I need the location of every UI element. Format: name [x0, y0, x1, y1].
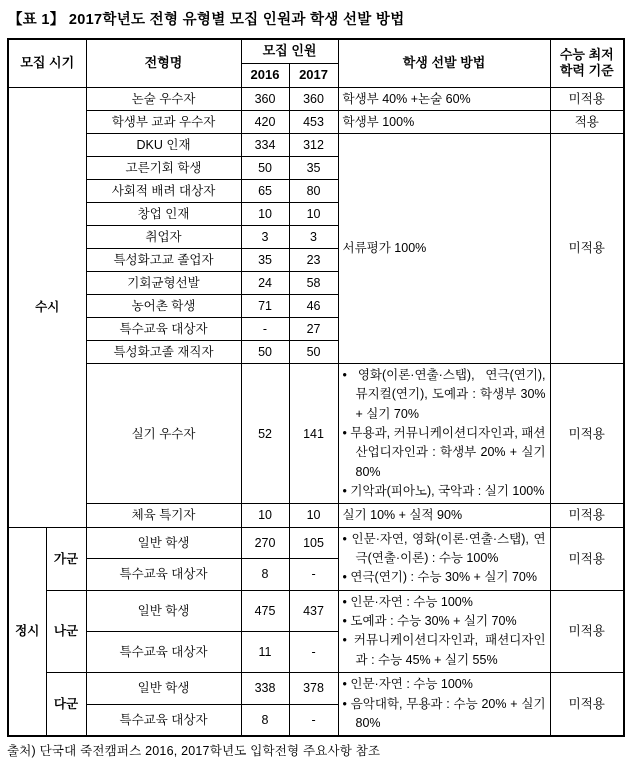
quota-2017-cell: 105 [289, 527, 338, 559]
admission-name-cell: 특성화고졸 재직자 [86, 340, 241, 363]
header-selection-method: 학생 선발 방법 [338, 39, 550, 87]
quota-2017-cell: 360 [289, 87, 338, 110]
quota-2016-cell: 334 [241, 133, 289, 156]
quota-2016-cell: 270 [241, 527, 289, 559]
admissions-table [7, 38, 625, 737]
method-bullet: • 인문·자연 : 수능 100% [343, 675, 546, 694]
selection-method-cell: 실기 10% + 실적 90% [338, 504, 550, 527]
method-bullet: • 연극(연기) : 수능 30% + 실기 70% [343, 568, 546, 587]
selection-method-cell [338, 590, 550, 673]
admission-name-cell: 실기 우수자 [86, 363, 241, 504]
quota-2017-cell: - [289, 631, 338, 672]
quota-2017-cell: 10 [289, 202, 338, 225]
selection-method-cell: 학생부 40% +논술 60% [338, 87, 550, 110]
selection-method-cell: 서류평가 100% [338, 133, 550, 363]
quota-2016-cell: 10 [241, 504, 289, 527]
admission-name-cell: 고른기회 학생 [86, 156, 241, 179]
admission-name-cell: 일반 학생 [86, 673, 241, 704]
table-row [8, 133, 624, 156]
table-title: 【표 1】 2017학년도 전형 유형별 모집 인원과 학생 선발 방법 [8, 12, 405, 28]
admission-name-cell: 논술 우수자 [86, 87, 241, 110]
table-row [8, 590, 624, 631]
quota-2017-cell: 453 [289, 110, 338, 133]
period-cell-susi: 수시 [8, 87, 86, 527]
method-bullet: • 커뮤니케이션디자인과, 패션디자인과 : 수능 45% + 실기 55% [343, 631, 546, 670]
method-bullet: • 무용과, 커뮤니케이션디자인과, 패션산업디자인과 : 학생부 20% + 실기 80% [343, 424, 546, 482]
group-cell-da: 다군 [46, 673, 86, 737]
quota-2017-cell: 46 [289, 294, 338, 317]
csat-cell: 미적용 [550, 363, 624, 504]
table-row [8, 673, 624, 704]
quota-2017-cell: 3 [289, 225, 338, 248]
header-year-2017: 2017 [289, 63, 338, 87]
table-row [8, 110, 624, 133]
quota-2016-cell: - [241, 317, 289, 340]
period-cell-jeongsi: 정시 [8, 527, 46, 736]
quota-2016-cell: 3 [241, 225, 289, 248]
admission-name-cell: 일반 학생 [86, 590, 241, 631]
quota-2016-cell: 360 [241, 87, 289, 110]
table-row [8, 527, 624, 559]
selection-method-cell [338, 527, 550, 590]
admission-name-cell: 농어촌 학생 [86, 294, 241, 317]
quota-2017-cell: 378 [289, 673, 338, 704]
quota-2017-cell: 27 [289, 317, 338, 340]
selection-method-cell: 학생부 100% [338, 110, 550, 133]
header-row [8, 39, 624, 63]
quota-2016-cell: 71 [241, 294, 289, 317]
admission-name-cell: 창업 인재 [86, 202, 241, 225]
admission-name-cell: 일반 학생 [86, 527, 241, 559]
quota-2016-cell: 65 [241, 179, 289, 202]
csat-cell: 미적용 [550, 673, 624, 737]
header-quota: 모집 인원 [241, 39, 338, 63]
csat-cell: 미적용 [550, 590, 624, 673]
table-row [8, 87, 624, 110]
quota-2016-cell: 52 [241, 363, 289, 504]
quota-2016-cell: 8 [241, 704, 289, 736]
admission-name-cell: 특수교육 대상자 [86, 631, 241, 672]
quota-2016-cell: 475 [241, 590, 289, 631]
group-cell-na: 나군 [46, 590, 86, 673]
header-admission-type: 전형명 [86, 39, 241, 87]
header-csat-minimum: 수능 최저 학력 기준 [550, 39, 624, 87]
selection-method-cell [338, 363, 550, 504]
admission-name-cell: DKU 인재 [86, 133, 241, 156]
quota-2017-cell: 23 [289, 248, 338, 271]
admission-name-cell: 특성화고교 졸업자 [86, 248, 241, 271]
quota-2017-cell: - [289, 704, 338, 736]
quota-2017-cell: 80 [289, 179, 338, 202]
admission-name-cell: 취업자 [86, 225, 241, 248]
admission-name-cell: 체육 특기자 [86, 504, 241, 527]
quota-2017-cell: 58 [289, 271, 338, 294]
method-bullet: • 기악과(피아노), 국악과 : 실기 100% [343, 482, 546, 501]
quota-2017-cell: 10 [289, 504, 338, 527]
admission-name-cell: 사회적 배려 대상자 [86, 179, 241, 202]
admission-name-cell: 특수교육 대상자 [86, 559, 241, 591]
method-bullet: • 인문·자연, 영화(이론·연출·스탭), 연극(연출·이론) : 수능 100% [343, 530, 546, 569]
admission-name-cell: 학생부 교과 우수자 [86, 110, 241, 133]
quota-2017-cell: 50 [289, 340, 338, 363]
method-bullet: • 영화(이론·연출·스탭), 연극(연기), 뮤지컬(연기), 도예과 : 학생부 30% + 실기 70% [343, 366, 546, 424]
quota-2016-cell: 8 [241, 559, 289, 591]
admission-name-cell: 기회균형선발 [86, 271, 241, 294]
quota-2017-cell: 35 [289, 156, 338, 179]
source-note: 출처) 단국대 죽전캠퍼스 2016, 2017학년도 입학전형 주요사항 참조 [7, 744, 381, 759]
csat-cell: 미적용 [550, 504, 624, 527]
table-row [8, 363, 624, 504]
header-period: 모집 시기 [8, 39, 86, 87]
csat-cell: 미적용 [550, 87, 624, 110]
quota-2016-cell: 50 [241, 156, 289, 179]
csat-cell: 적용 [550, 110, 624, 133]
method-bullet: • 도예과 : 수능 30% + 실기 70% [343, 612, 546, 631]
quota-2017-cell: 312 [289, 133, 338, 156]
quota-2016-cell: 338 [241, 673, 289, 704]
table-row [8, 504, 624, 527]
admission-name-cell: 특수교육 대상자 [86, 317, 241, 340]
quota-2016-cell: 420 [241, 110, 289, 133]
quota-2017-cell: 141 [289, 363, 338, 504]
quota-2016-cell: 10 [241, 202, 289, 225]
method-bullet: • 음악대학, 무용과 : 수능 20% + 실기 80% [343, 695, 546, 734]
method-bullet: • 인문·자연 : 수능 100% [343, 593, 546, 612]
quota-2016-cell: 11 [241, 631, 289, 672]
csat-cell: 미적용 [550, 133, 624, 363]
admission-name-cell: 특수교육 대상자 [86, 704, 241, 736]
quota-2017-cell: - [289, 559, 338, 591]
quota-2016-cell: 50 [241, 340, 289, 363]
selection-method-cell [338, 673, 550, 737]
quota-2017-cell: 437 [289, 590, 338, 631]
csat-cell: 미적용 [550, 527, 624, 590]
quota-2016-cell: 24 [241, 271, 289, 294]
header-year-2016: 2016 [241, 63, 289, 87]
group-cell-ga: 가군 [46, 527, 86, 590]
quota-2016-cell: 35 [241, 248, 289, 271]
